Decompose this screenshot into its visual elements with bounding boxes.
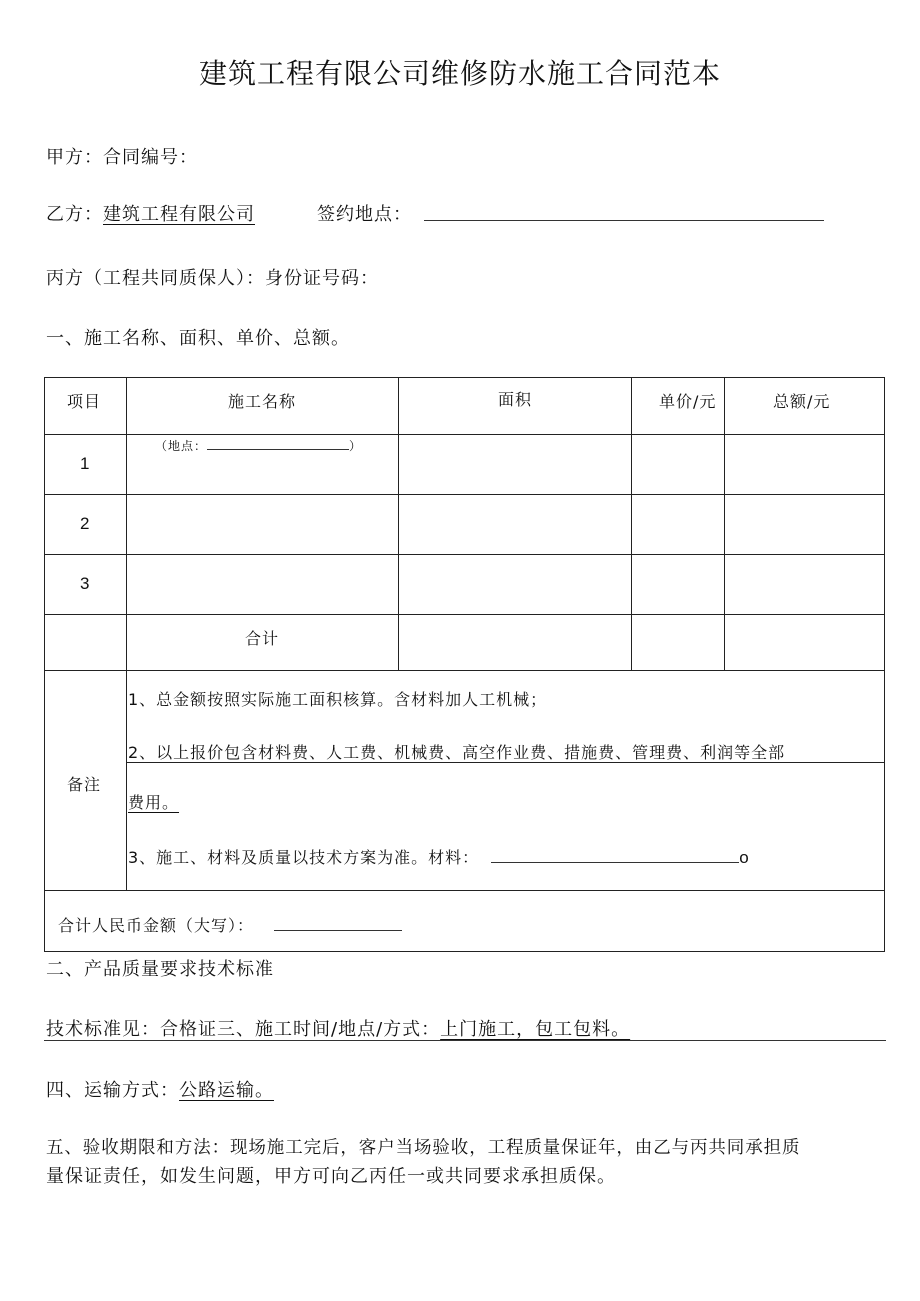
sign-place-line — [317, 200, 412, 226]
material-blank[interactable] — [491, 862, 739, 863]
table-grid-line — [45, 554, 884, 555]
party-b-label: 乙方： — [46, 204, 103, 225]
table-grid-line — [45, 614, 884, 615]
note-3-end: o — [739, 848, 750, 867]
location-hint-close: ） — [349, 439, 363, 453]
location-hint — [155, 437, 362, 454]
section5-line1: 五、验收期限和方法：现场施工完后，客户当场验收，工程质量保证年，由乙与丙共同承担质 — [46, 1138, 801, 1158]
note-2-continued: 费用。 — [128, 793, 180, 812]
location-hint-open: （地点： — [155, 439, 208, 453]
party-c-line — [46, 264, 379, 290]
table-grid-line — [631, 378, 632, 670]
rmb-total-label: 合计人民币金额（大写）： — [58, 916, 255, 935]
row-number-1: 1 — [80, 454, 91, 473]
party-c-label: 丙方（工程共同质保人）： — [46, 268, 265, 289]
header-item: 项目 — [67, 392, 102, 411]
section5-line2: 量保证责任，如发生问题，甲方可向乙丙任一或共同要求承担质保。 — [46, 1166, 616, 1187]
sign-place-blank[interactable] — [424, 220, 824, 221]
table-grid-line — [724, 378, 725, 670]
section1-heading: 一、施工名称、面积、单价、总额。 — [46, 328, 350, 349]
row-number-2: 2 — [80, 514, 91, 533]
subtotal-label: 合计 — [245, 629, 280, 648]
section2-prefix: 技术标准见：合格证三、施工时间/地点/方式： — [46, 1019, 441, 1040]
table-grid-line — [45, 434, 884, 435]
note-3-text: 3、施工、材料及质量以技术方案为准。材料： — [128, 848, 480, 867]
section4-line — [46, 1076, 274, 1102]
header-area: 面积 — [498, 390, 533, 409]
divider-line — [44, 1040, 886, 1041]
table-grid-line — [126, 378, 127, 890]
table-grid-line — [45, 890, 884, 891]
price-table — [44, 377, 885, 952]
section4-value: 公路运输。 — [179, 1080, 274, 1101]
section2-heading: 二、产品质量要求技术标准 — [46, 959, 274, 980]
party-a-line — [46, 143, 198, 169]
note-2: 2、以上报价包含材料费、人工费、机械费、高空作业费、措施费、管理费、利润等全部 — [128, 743, 786, 762]
table-grid-line — [398, 378, 399, 670]
rmb-total-line — [58, 913, 402, 936]
party-a-label: 甲方： — [46, 147, 103, 168]
id-number-label: 身份证号码： — [265, 268, 379, 289]
document-title: 建筑工程有限公司维修防水施工合同范本 — [198, 57, 721, 90]
section4-prefix: 四、运输方式： — [46, 1080, 179, 1101]
party-b-name: 建筑工程有限公司 — [103, 204, 255, 225]
sign-place-label: 签约地点： — [317, 204, 412, 225]
remarks-label: 备注 — [67, 775, 102, 794]
party-b-line — [46, 200, 255, 226]
section2-value: 上门施工，包工包料。 — [440, 1019, 631, 1040]
note-1: 1、总金额按照实际施工面积核算。含材料加人工机械； — [128, 690, 548, 709]
contract-number-label: 合同编号： — [103, 147, 198, 168]
header-unit-price: 单价/元 — [659, 392, 717, 411]
header-total: 总额/元 — [773, 392, 831, 411]
row-number-3: 3 — [80, 574, 91, 593]
location-blank[interactable] — [207, 449, 349, 450]
table-grid-line — [45, 494, 884, 495]
rmb-total-blank[interactable] — [274, 930, 402, 931]
table-grid-line — [45, 670, 884, 671]
header-name: 施工名称 — [228, 392, 297, 411]
section2-body — [46, 1015, 630, 1041]
note-3 — [128, 845, 750, 868]
